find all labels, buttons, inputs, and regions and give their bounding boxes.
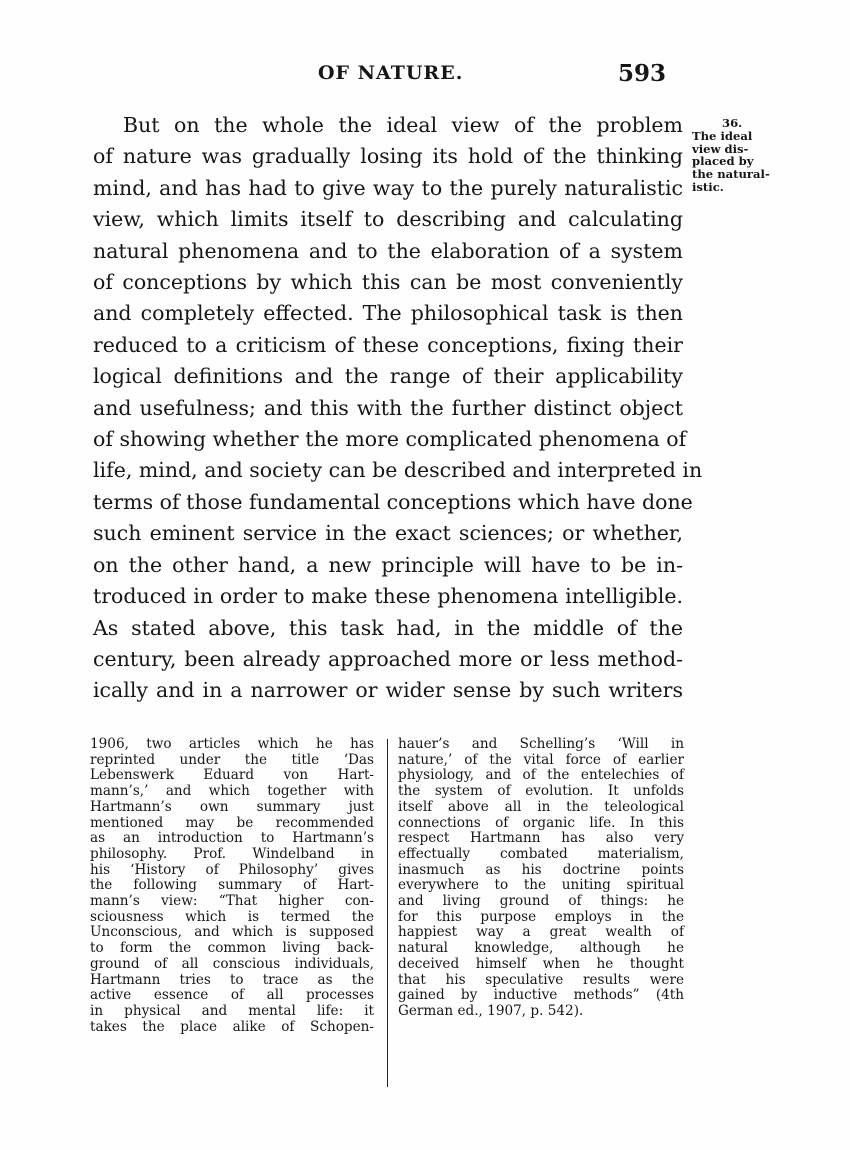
footnote-line: inasmuch as his doctrine points: [398, 861, 684, 878]
margin-note-line: The ideal: [692, 128, 753, 143]
text-line: of conceptions by which this can be most conveniently: [93, 270, 683, 295]
footnote-line: ground of all conscious individuals,: [90, 955, 374, 972]
footnote-line: and living ground of things: he: [398, 893, 684, 910]
footnote-line: natural knowledge, although he: [398, 940, 684, 957]
margin-note-line: placed by: [692, 154, 754, 169]
text-line: and completely effected. The philosophical task is then: [93, 301, 683, 326]
text-line: reduced to a criticism of these conceptions, fixing their: [93, 332, 683, 357]
footnote-line: mann’s view: “That higher con-: [90, 893, 374, 910]
running-head: OF NATURE.: [318, 62, 464, 84]
footnote-line: in physical and mental life: it: [90, 1002, 374, 1019]
text-line: But on the whole the ideal view of the problem: [123, 113, 683, 137]
page-number: 593: [618, 60, 667, 87]
footnote-line: German ed., 1907, p. 542).: [398, 1002, 584, 1019]
footnote-line: reprinted under the title ‘Das: [90, 751, 374, 768]
footnote-line: happiest way a great wealth of: [398, 924, 684, 941]
footnote-line: sciousness which is termed the: [90, 908, 374, 925]
text-line: mind, and has had to give way to the purely naturalistic: [93, 175, 683, 200]
text-line: troduced in order to make these phenomena intelligible.: [93, 584, 683, 609]
footnote-line: Lebenswerk Eduard von Hart-: [90, 767, 374, 784]
text-line: view, which limits itself to describing and calculating: [93, 207, 683, 232]
text-line: of showing whether the more complicated phenomena of: [93, 427, 687, 452]
footnote-line: mentioned may be recommended: [90, 814, 374, 831]
footnotes: [88, 737, 684, 1087]
footnote-line: itself above all in the teleological: [398, 798, 684, 815]
footnote-line: that his speculative results were: [398, 971, 684, 988]
footnote-line: to form the common living back-: [90, 940, 374, 957]
margin-note-line: istic.: [692, 179, 724, 194]
text-line: of nature was gradually losing its hold of the thinking: [93, 144, 683, 169]
footnote-line: for this purpose employs in the: [398, 908, 684, 925]
margin-note: [692, 117, 782, 194]
footnote-line: Unconscious, and which is supposed: [90, 924, 374, 941]
text-line: and usefulness; and this with the further distinct object: [93, 395, 683, 420]
margin-note-line: view dis-: [692, 141, 749, 156]
margin-note-line: the natural-: [692, 167, 770, 182]
footnote-line: everywhere to the uniting spiritual: [398, 877, 684, 894]
footnote-line: active essence of all processes: [90, 987, 374, 1004]
footnote-line: Hartmann’s own summary just: [90, 798, 374, 815]
column-divider: [387, 739, 388, 1087]
footnote-line: 1906, two articles which he has: [90, 736, 374, 752]
text-line: terms of those fundamental conceptions which have done: [93, 489, 693, 514]
footnote-line: mann’s,’ and which together with: [90, 783, 374, 800]
footnote-line: as an introduction to Hartmann’s: [90, 830, 374, 847]
footnote-line: effectually combated materialism,: [398, 845, 684, 862]
footnote-line: connections of organic life. In this: [398, 814, 684, 831]
footnote-line: respect Hartmann has also very: [398, 830, 684, 847]
text-line: century, been already approached more or less method-: [93, 646, 683, 671]
text-line: As stated above, this task had, in the middle of the: [93, 615, 683, 640]
main-text-paragraph: [93, 110, 703, 707]
footnote-line: the following summary of Hart-: [90, 877, 374, 894]
footnote-column-right: [398, 737, 684, 1020]
footnote-line: takes the place alike of Schopen-: [90, 1018, 374, 1035]
text-line: such eminent service in the exact sciences; or whether,: [93, 521, 683, 546]
text-line: logical definitions and the range of their applicability: [93, 364, 683, 389]
text-line: natural phenomena and to the elaboration of a system: [93, 238, 683, 263]
text-line: ically and in a narrower or wider sense by such writers: [93, 678, 683, 703]
footnote-line: philosophy. Prof. Windelband in: [90, 845, 374, 862]
text-line: on the other hand, a new principle will have to be in-: [93, 552, 683, 577]
footnote-line: his ‘History of Philosophy’ gives: [90, 861, 374, 878]
footnote-line: hauer’s and Schelling’s ‘Will in: [398, 736, 684, 752]
footnote-line: Hartmann tries to trace as the: [90, 971, 374, 988]
footnote-line: deceived himself when he thought: [398, 955, 684, 972]
footnote-line: nature,’ of the vital force of earlier: [398, 751, 684, 768]
margin-note-number: 36.: [722, 116, 743, 130]
text-line: life, mind, and society can be described and interpreted in: [93, 458, 703, 483]
footnote-column-left: [90, 737, 374, 1035]
footnote-line: physiology, and of the entelechies of: [398, 767, 684, 784]
footnote-line: the system of evolution. It unfolds: [398, 783, 684, 800]
footnote-line: gained by inductive methods” (4th: [398, 987, 684, 1004]
